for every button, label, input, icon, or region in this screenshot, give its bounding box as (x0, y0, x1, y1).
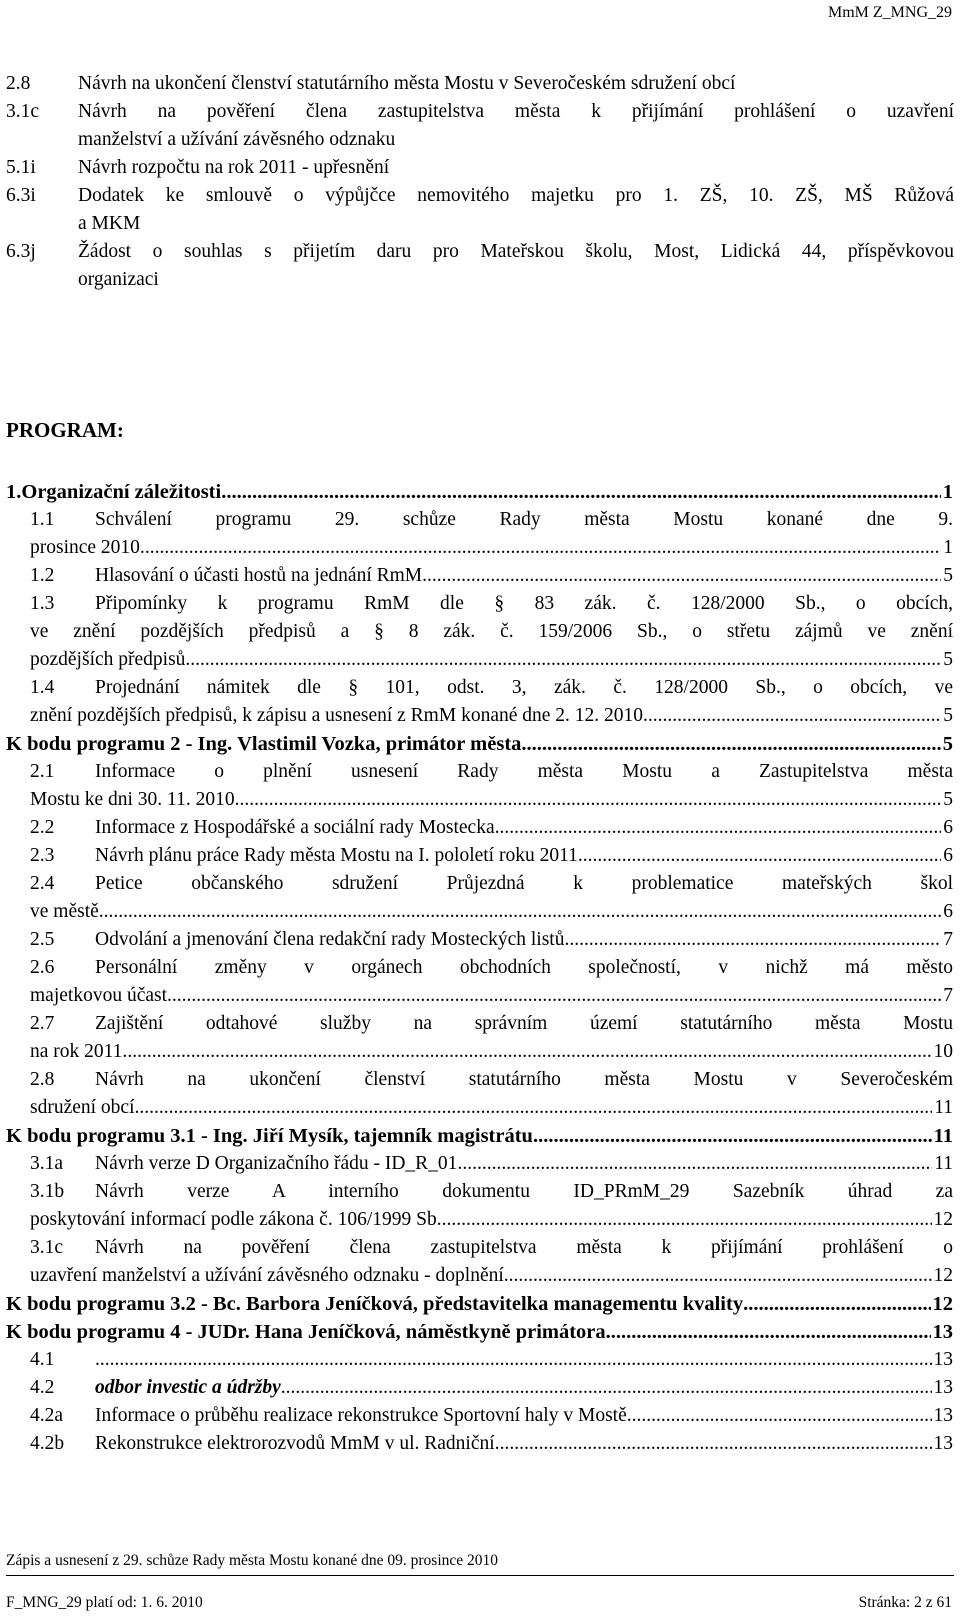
agenda-item-number: 2.8 (6, 73, 31, 94)
toc-entry-number: 2.8 (30, 1069, 55, 1090)
toc-entry-number: 2.6 (30, 957, 55, 978)
toc-page-number: 13 (933, 1433, 953, 1454)
footer-page-number: Stránka: 2 z 61 (858, 1594, 952, 1611)
toc-dot-leader (583, 842, 942, 870)
toc-page-number: 6 (943, 901, 953, 922)
toc-dot-leader (145, 534, 941, 562)
toc-entry-text: Návrh na pověření člena zastupitelstva města k přijímání prohlášení o (95, 1237, 953, 1258)
toc-entry-text: znění pozdějších předpisů, k zápisu a usnesení z RmM konané dne 2. 12. 2010. (30, 705, 648, 726)
toc-entry[interactable] (6, 1374, 953, 1402)
toc-page-number: 11 (933, 1125, 953, 1147)
toc-dot-leader (221, 478, 941, 506)
agenda-item-text: a MKM (78, 213, 141, 234)
toc-entry-text: Návrh na ukončení členství statutárního města Mostu v Severočeském (95, 1069, 953, 1090)
toc-dot-leader (521, 730, 940, 758)
footer-title: Zápis a usnesení z 29. schůze Rady města Mostu konané dne 09. prosince 2010 (6, 1552, 499, 1569)
toc-entry[interactable] (6, 1150, 953, 1178)
toc-dot-leader (648, 702, 941, 730)
toc-dot-leader (190, 646, 941, 674)
agenda-item (6, 238, 954, 266)
toc-dot-leader (743, 1290, 930, 1318)
toc-entry-text: Personální změny v orgánech obchodních společností, v nichž má město (95, 957, 953, 978)
toc-entry-text: odbor investic a údržby (95, 1377, 281, 1398)
agenda-list (6, 70, 954, 294)
toc-entry-number: 2.3 (30, 845, 55, 866)
toc-page-number: 5 (943, 705, 953, 726)
agenda-item (6, 98, 954, 126)
toc-entry-number: 2.4 (30, 873, 55, 894)
toc-page-number: 5 (942, 733, 953, 755)
toc-entry-number: 3.1b (30, 1181, 65, 1202)
toc-page-number: 5 (943, 649, 953, 670)
agenda-item-text: Návrh na ukončení členství statutárního města Mostu v Severočeském sdružení obcí (78, 73, 736, 94)
toc-entry[interactable] (6, 1178, 953, 1234)
toc-dot-leader (509, 1262, 932, 1290)
toc-entry-text: uzavření manželství a užívání závěsného odznaku - doplnění. (30, 1265, 509, 1286)
toc-page-number: 6 (943, 817, 953, 838)
toc-entry-text: majetkovou účast. (30, 985, 172, 1006)
toc-entry[interactable] (6, 870, 953, 926)
toc-entry-number: 2.7 (30, 1013, 55, 1034)
toc-entry-number: 1.2 (30, 565, 55, 586)
toc-entry-text: Informace o plnění usnesení Rady města Mostu a Zastupitelstva města (95, 761, 953, 782)
toc-entry-number: 4.1 (30, 1349, 55, 1370)
toc-entry-text: Návrh plánu práce Rady města Mostu na I. pololetí roku 2011. (95, 845, 583, 866)
toc-entry-text: na rok 2011. (30, 1041, 128, 1062)
toc-entry-text: prosince 2010. (30, 537, 145, 558)
toc-entry-text: Petice občanského sdružení Průjezdná k problematice mateřských škol (95, 873, 953, 894)
toc-entry-text: Hlasování o účasti hostů na jednání RmM. (95, 565, 427, 586)
agenda-item-number: 6.3i (6, 185, 36, 206)
toc-entry-text: pozdějších předpisů. (30, 649, 191, 670)
toc-entry-number: 1.4 (30, 677, 55, 698)
toc-entry-text: Připomínky k programu RmM dle § 83 zák. č. 128/2000 Sb., o obcích, (95, 593, 953, 614)
toc-entry-text: Projednání námitek dle § 101, odst. 3, zák. č. 128/2000 Sb., o obcích, ve (95, 677, 953, 698)
agenda-item-number: 3.1c (6, 101, 40, 122)
agenda-item-number: 5.1i (6, 157, 36, 178)
toc-entry-text: K bodu programu 2 - Ing. Vlastimil Vozka, primátor města (6, 733, 522, 755)
toc-entry-text: Informace o průběhu realizace rekonstrukce Sportovní haly v Mostě. (95, 1405, 632, 1426)
toc-entry-number: 4.2 (30, 1377, 55, 1398)
toc-entry-text: Mostu ke dni 30. 11. 2010. (30, 789, 240, 810)
toc-entry[interactable] (6, 926, 953, 954)
agenda-item-text: organizaci (78, 269, 159, 290)
toc-entry[interactable] (6, 590, 953, 674)
agenda-item-number (6, 210, 78, 238)
toc-heading-entry[interactable] (6, 1122, 953, 1150)
toc-entry-text: ve městě. (30, 901, 104, 922)
toc-page-number: 13 (932, 1321, 953, 1343)
toc-page-number: 1 (942, 481, 953, 503)
toc-entry-text: K bodu programu 4 - JUDr. Hana Jeníčková, náměstkyně primátora (6, 1321, 606, 1343)
toc-entry-number: 3.1a (30, 1153, 64, 1174)
toc-page-number: 5 (943, 565, 953, 586)
toc-entry[interactable] (6, 1402, 953, 1430)
agenda-item (6, 182, 954, 210)
toc-entry-text: ve znění pozdějších předpisů a § 8 zák. č. 159/2006 Sb., o střetu zájmů ve znění (30, 621, 953, 642)
toc-entry-number: 4.2b (30, 1433, 65, 1454)
toc-dot-leader (281, 1374, 932, 1402)
agenda-item-number: 6.3j (6, 241, 36, 262)
toc-entry-text: Informace z Hospodářské a sociální rady Mostecka. (95, 817, 500, 838)
toc-page-number: 6 (943, 845, 953, 866)
agenda-item-text: Žádost o souhlas s přijetím daru pro Mateřskou školu, Most, Lidická 44, příspěvkovou (78, 241, 954, 262)
toc-entry-text: poskytování informací podle zákona č. 106/1999 Sb. (30, 1209, 442, 1230)
toc-page-number: 12 (933, 1209, 953, 1230)
agenda-item-number (6, 126, 78, 154)
agenda-item-text: manželství a užívání závěsného odznaku (78, 129, 396, 150)
toc-heading-entry[interactable] (6, 730, 953, 758)
program-heading: PROGRAM: (6, 418, 124, 442)
toc-page-number: 7 (943, 929, 953, 950)
toc-dot-leader (172, 982, 941, 1010)
toc-dot-leader (442, 1206, 932, 1234)
toc-page-number: 11 (934, 1097, 953, 1118)
toc-entry[interactable] (6, 814, 953, 842)
toc-dot-leader (239, 786, 941, 814)
toc-entry[interactable] (6, 1346, 953, 1374)
toc-dot-leader (499, 814, 941, 842)
toc-page-number: 13 (933, 1377, 953, 1398)
toc-entry[interactable] (6, 842, 953, 870)
agenda-item (6, 70, 954, 98)
toc-dot-leader (95, 1346, 932, 1374)
toc-entry-text: K bodu programu 3.1 - Ing. Jiří Mysík, tajemník magistrátu (6, 1125, 533, 1147)
toc-dot-leader (500, 1430, 932, 1458)
toc-entry-number: 4.2a (30, 1405, 64, 1426)
toc-entry[interactable] (6, 1430, 953, 1458)
toc-entry[interactable] (6, 758, 953, 814)
toc-heading-entry[interactable] (6, 478, 953, 506)
toc-entry-number: 1.1 (30, 509, 55, 530)
toc-page-number: 1 (943, 537, 953, 558)
toc-dot-leader (104, 898, 942, 926)
toc-heading-entry[interactable] (6, 1318, 953, 1346)
toc-entry-number: 1. (6, 481, 22, 503)
agenda-item-text: Dodatek ke smlouvě o výpůjčce nemovitého majetku pro 1. ZŠ, 10. ZŠ, MŠ Růžová (78, 185, 954, 206)
toc-entry-number: 2.5 (30, 929, 55, 950)
toc-page-number: 12 (933, 1265, 953, 1286)
agenda-item (6, 154, 954, 182)
agenda-item (6, 210, 954, 238)
toc-entry[interactable] (6, 506, 953, 562)
toc-entry-number: 2.1 (30, 761, 55, 782)
toc-entry-text: Návrh verze D Organizačního řádu - ID_R_01. (95, 1153, 463, 1174)
toc-dot-leader (569, 926, 941, 954)
toc-dot-leader (127, 1038, 931, 1066)
toc-page-number: 11 (934, 1153, 953, 1174)
toc-entry[interactable] (6, 954, 953, 1010)
toc-entry-text: sdružení obcí. (30, 1097, 140, 1118)
toc-dot-leader (632, 1402, 932, 1430)
toc-entry-number: 1.3 (30, 593, 55, 614)
agenda-item (6, 126, 954, 154)
agenda-item-number (6, 266, 78, 294)
agenda-item-text: Návrh rozpočtu na rok 2011 - upřesnění (78, 157, 390, 178)
toc-entry[interactable] (6, 1234, 953, 1290)
toc-entry[interactable] (6, 674, 953, 730)
agenda-item-text: Návrh na pověření člena zastupitelstva města k přijímání prohlášení o uzavření (78, 101, 954, 122)
document-code: MmM Z_MNG_29 (827, 4, 952, 21)
toc-page-number: 12 (932, 1293, 953, 1315)
toc-entry-text: Zajištění odtahové služby na správním území statutárního města Mostu (95, 1013, 953, 1034)
toc-entry-text: Odvolání a jmenování člena redakční rady Mosteckých listů. (95, 929, 570, 950)
toc-page-number: 7 (943, 985, 953, 1006)
toc-dot-leader (533, 1122, 932, 1150)
toc-page-number: 5 (943, 789, 953, 810)
toc-heading-entry[interactable] (6, 1290, 953, 1318)
toc-entry-number: 3.1c (30, 1237, 64, 1258)
toc-entry-text: Rekonstrukce elektrorozvodů MmM v ul. Radniční. (95, 1433, 500, 1454)
toc-entry-text: Organizační záležitosti (21, 481, 222, 503)
toc-page-number: 13 (933, 1349, 953, 1370)
toc-entry-number: 2.2 (30, 817, 55, 838)
toc-entry-text: Návrh verze A interního dokumentu ID_PRmM_29 Sazebník úhrad za (95, 1181, 953, 1202)
agenda-item (6, 266, 954, 294)
footer-form-code: F_MNG_29 platí od: 1. 6. 2010 (6, 1594, 203, 1611)
toc-entry[interactable] (6, 1066, 953, 1122)
toc-entry[interactable] (6, 1010, 953, 1066)
toc-dot-leader (462, 1150, 932, 1178)
toc-dot-leader (139, 1094, 932, 1122)
toc-entry-text: Schválení programu 29. schůze Rady města Mostu konané dne 9. (95, 509, 953, 530)
table-of-contents (6, 478, 953, 1458)
toc-dot-leader (606, 1318, 931, 1346)
toc-page-number: 10 (933, 1041, 953, 1062)
footer-divider (6, 1575, 954, 1576)
toc-entry-text: K bodu programu 3.2 - Bc. Barbora Jeníčková, představitelka managementu kvality (6, 1293, 744, 1315)
toc-page-number: 13 (933, 1405, 953, 1426)
toc-dot-leader (427, 562, 941, 590)
toc-entry[interactable] (6, 562, 953, 590)
